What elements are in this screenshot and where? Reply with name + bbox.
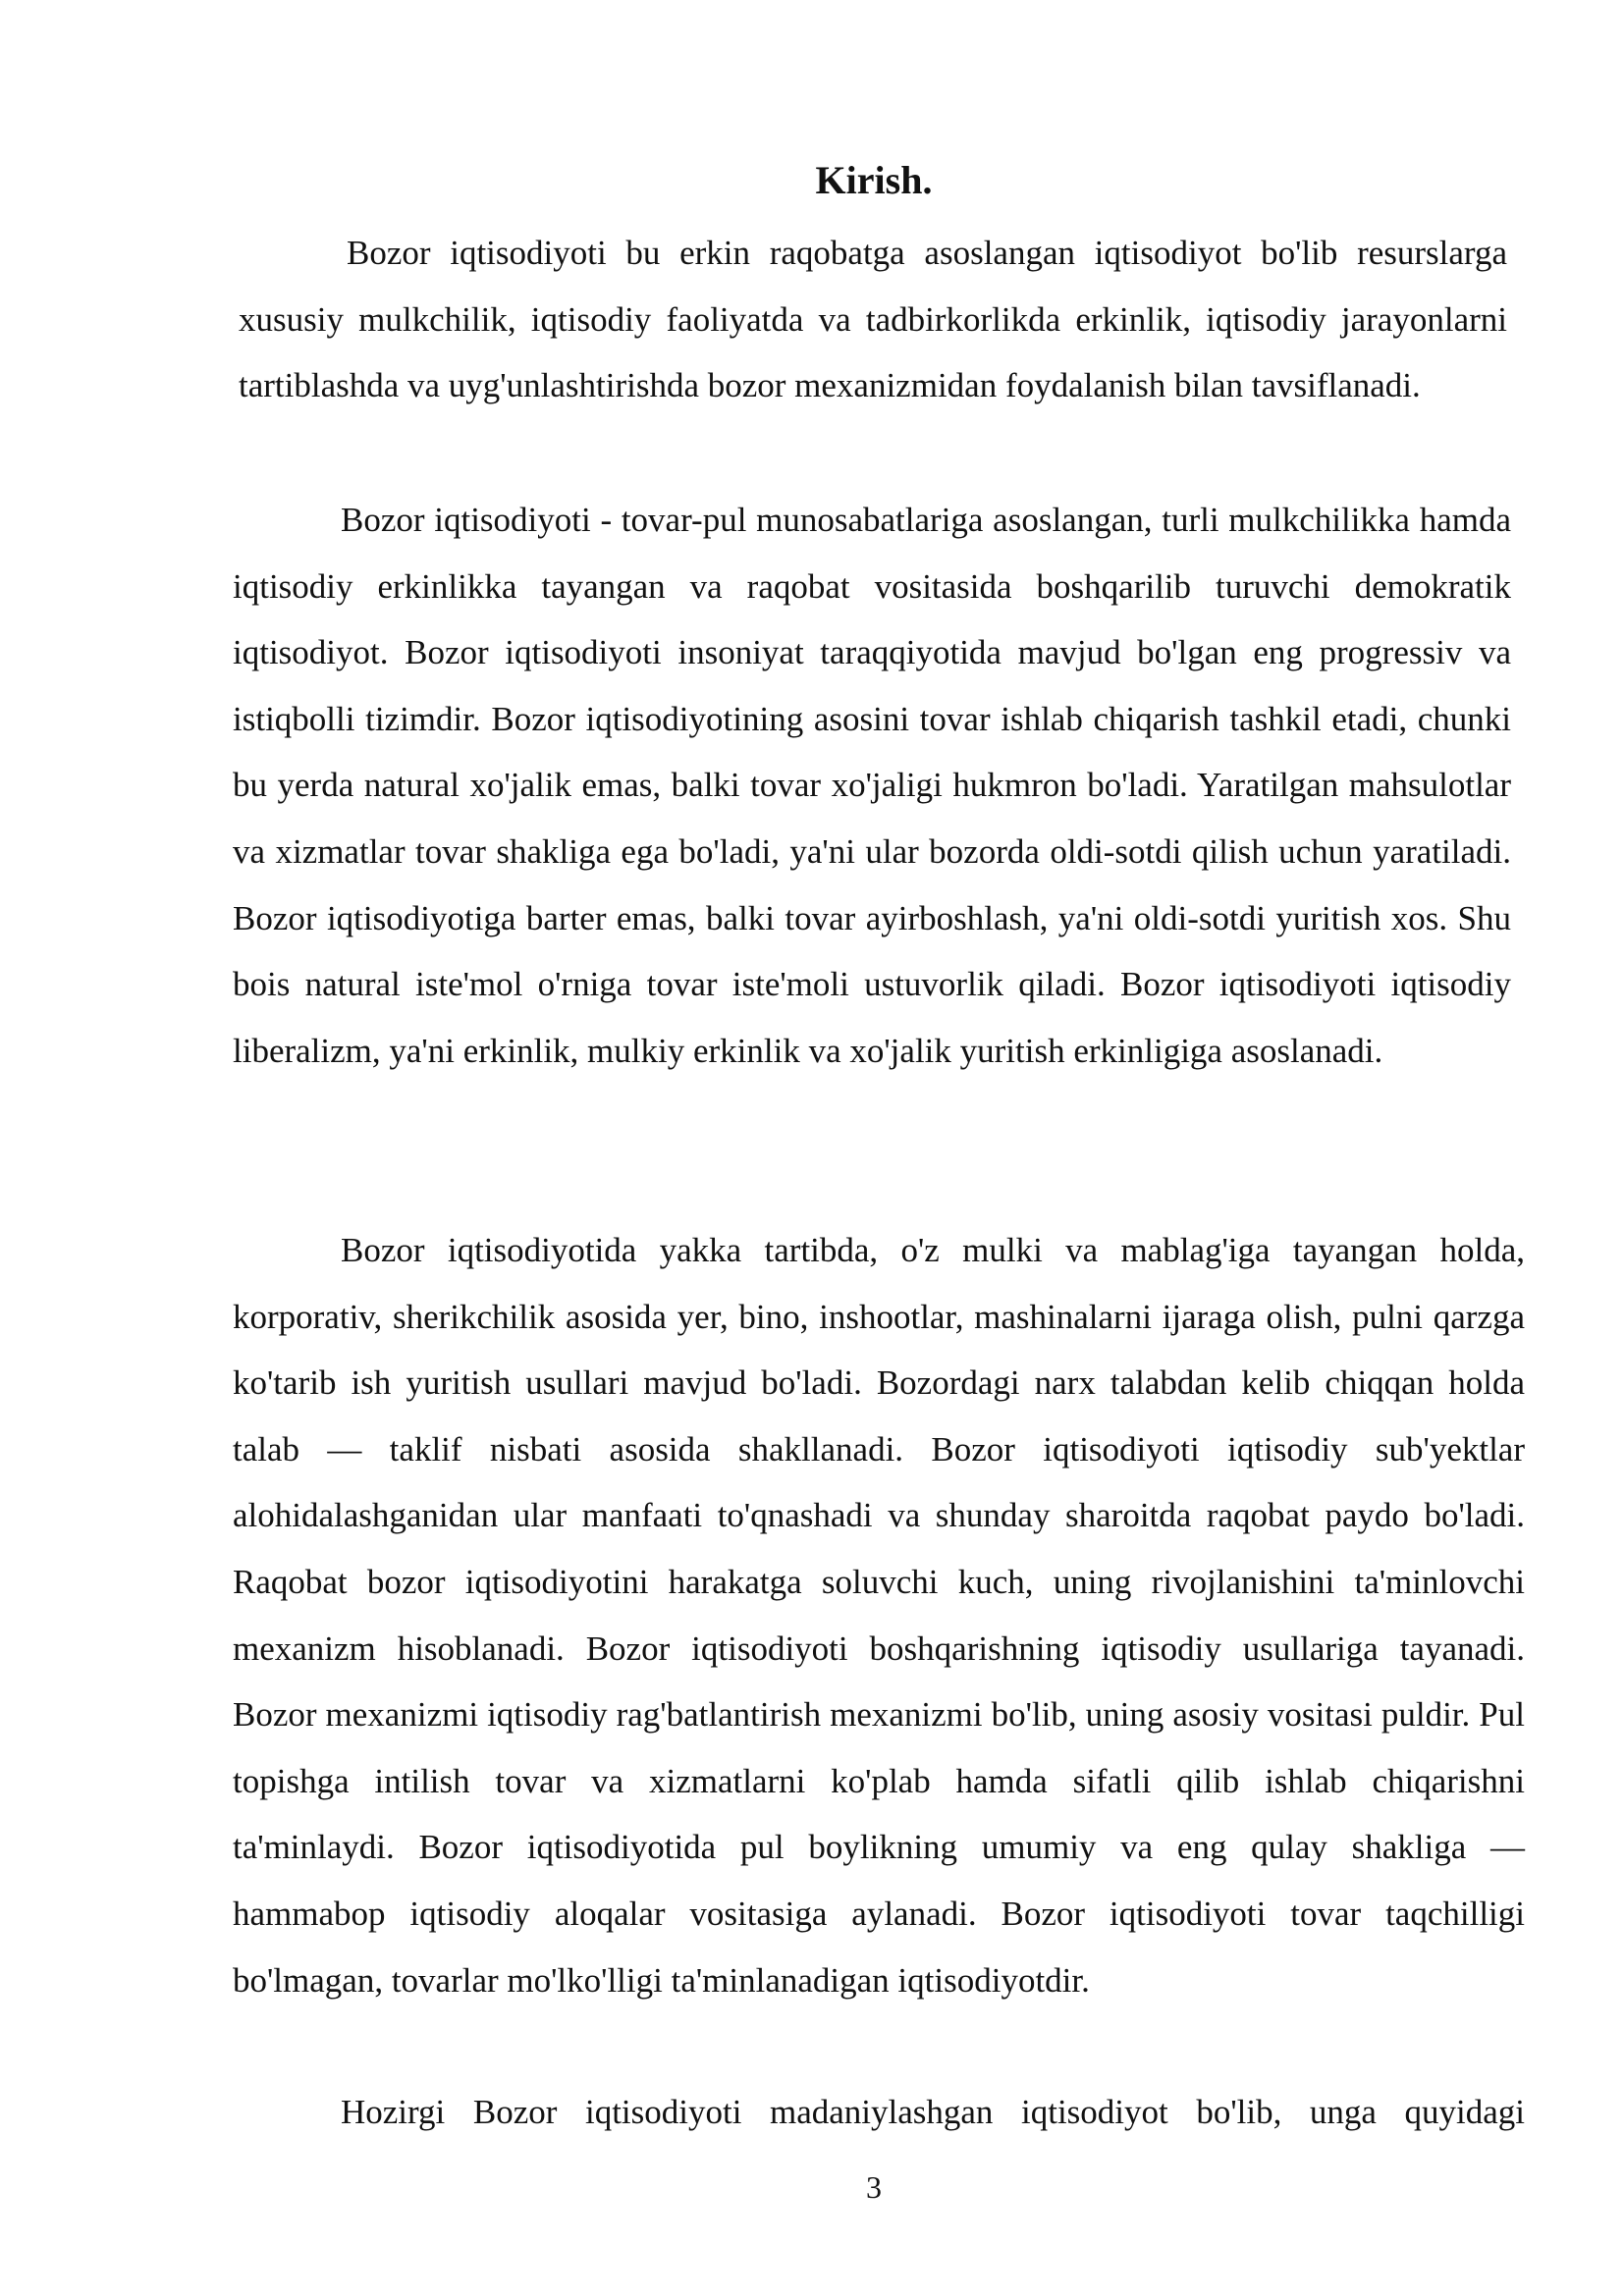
page-title: Kirish.: [815, 158, 933, 202]
paragraph-4: Hozirgi Bozor iqtisodiyoti madaniylashgan iqtisodiyot bo'lib, unga quyidagi: [341, 2093, 1525, 2131]
paragraph-2: Bozor iqtisodiyoti - tovar-pul munosabatlariga asoslangan, turli mulkchilikka hamda iqtisodiy erkinlikka tayangan va raqobat vositasida boshqarilib turuvchi demokratik iqtisodiyot. Bozor iqtisodiyoti insoniyat taraqqiyotida mavjud bo'lgan eng progressiv va istiqbolli tizimdir. Bozor iqtisodiyotining asosini tovar ishlab chiqarish tashkil etadi, chunki bu yerda natural xo'jalik emas, balki tovar xo'jaligi hukmron bo'ladi. Yaratilgan mahsulotlar va xizmatlar tovar shakliga ega bo'ladi, ya'ni ular bozorda oldi-sotdi qilish uchun yaratiladi. Bozor iqtisodiyotiga barter emas, balki tovar ayirboshlash, ya'ni oldi-sotdi yuritish xos. Shu bois natural iste'mol o'rniga tovar iste'moli ustuvorlik qiladi. Bozor iqtisodiyoti iqtisodiy liberalizm, ya'ni erkinlik, mulkiy erkinlik va xo'jalik yuritish erkinligiga asoslanadi.: [233, 501, 1511, 1070]
paragraph-1: Bozor iqtisodiyoti bu erkin raqobatga asoslangan iqtisodiyot bo'lib resurslarga xususiy mulkchilik, iqtisodiy faoliyatda va tadbirkorlikda erkinlik, iqtisodiy jarayonlarni tartiblashda va uyg'unlashtirishda bozor mexanizmidan foydalanish bilan tavsiflanadi.: [239, 234, 1507, 405]
page-number: 3: [866, 2169, 882, 2205]
paragraph-3: Bozor iqtisodiyotida yakka tartibda, o'z mulki va mablag'iga tayangan holda, korporativ, sherikchilik asosida yer, bino, inshootlar, mashinalarni ijaraga olish, pulni qarzga ko'tarib ish yuritish usullari mavjud bo'ladi. Bozordagi narx talabdan kelib chiqqan holda talab — taklif nisbati asosida shakllanadi. Bozor iqtisodiyoti iqtisodiy sub'yektlar alohidalashganidan ular manfaati to'qnashadi va shunday sharoitda raqobat paydo bo'ladi. Raqobat bozor iqtisodiyotini harakatga soluvchi kuch, uning rivojlanishini ta'minlovchi mexanizm hisoblanadi. Bozor iqtisodiyoti boshqarishning iqtisodiy usullariga tayanadi. Bozor mexanizmi iqtisodiy rag'batlantirish mexanizmi bo'lib, uning asosiy vositasi puldir. Pul topishga intilish tovar va xizmatlarni ko'plab hamda sifatli qilib ishlab chiqarishni ta'minlaydi. Bozor iqtisodiyotida pul boylikning umumiy va eng qulay shakliga — hammabop iqtisodiy aloqalar vositasiga aylanadi. Bozor iqtisodiyoti tovar taqchilligi bo'lmagan, tovarlar mo'lko'lligi ta'minlanadigan iqtisodiyotdir.: [233, 1231, 1525, 2000]
